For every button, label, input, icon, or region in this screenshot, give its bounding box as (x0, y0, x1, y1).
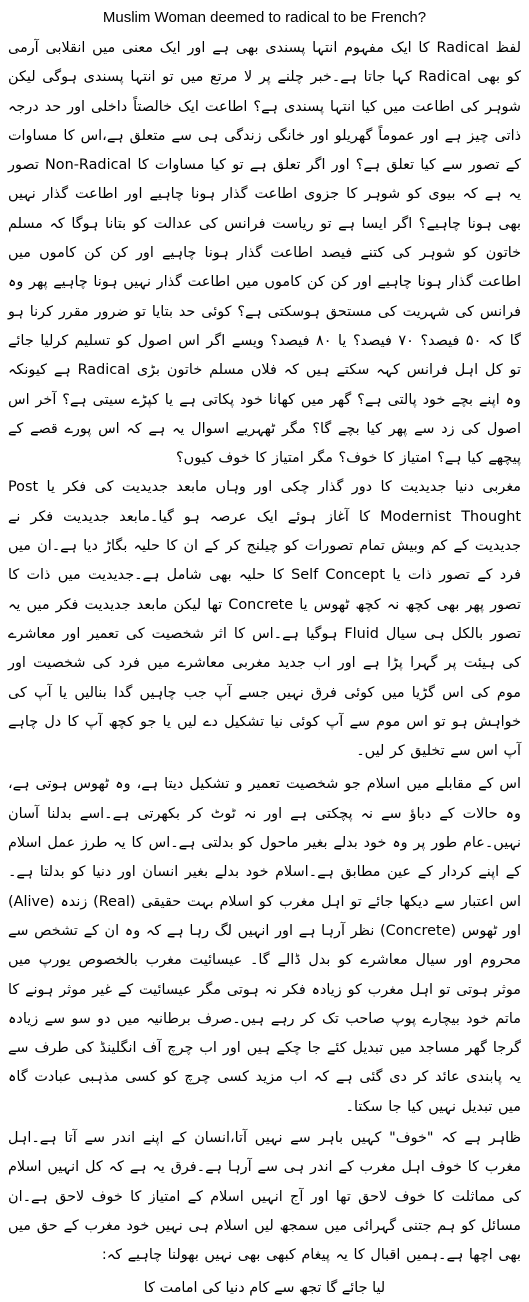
closing-verse: لیا جائے گا تجھ سے کام دنیا کی امامت کا (143, 1280, 386, 1297)
article-title: Muslim Woman deemed to radical to be French? (102, 9, 427, 26)
paragraph-radical-meaning: لفظ Radical کا ایک مفہوم انتہا پسندی بھی ہے اور ایک معنی میں انقلابی آرمی کو بھی Radical کہا جاتا ہے۔خبر چلنے پر لا مرتع میں تو انتہا پسندی ہوگی لیکن شوہر کی اطاعت میں کیا انتہا پسندی ہے؟ اطاعت ایک خالصتاً داخلی اور حد درجہ ذاتی چیز ہے اور عموماً گھریلو اور خانگی زندگی ہی سے متعلق ہے،اس کا مساوات کے تصور سے کیا تعلق ہے؟ اور اگر تعلق ہے تو کیا مساوات کا Non-Radical تصور یہ ہے کہ بیوی کو شوہر کا جزوی اطاعت گذار ہونا چاہیے اور اطاعت گذار نہیں بھی ہونا چاہیے؟ اگر ایسا ہے تو ریاست فرانس کی عدالت کو بتانا ہوگا کہ مسلم خاتون کو شوہر کی کتنے فیصد اطاعت گذار ہونا چاہیے اور کن کن کاموں میں اطاعت گذار ہونا چاہیے اور کن کن کاموں میں اطاعت گذار نہیں ہونا چاہیے پھر وہ فرانس کی شہریت کی مستحق ہوسکتی ہے؟ کوئی حد بتایا تو ضرور مقرر کرنا ہو گا کہ ۵۰ فیصد؟ ۷۰ فیصد؟ یا ۸۰ فیصد؟ ویسے اگر اس اصول کو تسلیم کرلیا جائے تو کل اہل فرانس کہہ سکتے ہیں کہ فلاں مسلم خاتون بڑی Radical ہے کیونکہ وہ اپنے بچے خود پالتی ہے؟ گھر میں کھانا خود پکاتی ہے یا کپڑے سیتی ہے؟ آخر اس اصول کی زد سے پھر کیا بچے گا؟ مگر ٹھہریے اسوال یہ ہے کہ اس پورے قصے کے پیچھے کیا ہے؟ امتیاز کا خوف؟ مگر امتیاز کا خوف کیوں؟ (8, 40, 522, 467)
paragraph-islam-personality: اس کے مقابلے میں اسلام جو شخصیت تعمیر و تشکیل دیتا ہے، وہ ٹھوس ہوتی ہے، وہ حالات کے دباؤ سے نہ پچکتی ہے اور نہ ٹوٹ کر بکھرتی ہے۔اسے بدلنا آسان نہیں۔عام طور پر وہ خود بدلے بغیر ماحول کو بدلتی ہے۔اس کا یہ طرز عمل اسلام کے اپنے کردار کے عین مطابق ہے۔اسلام خود بدلے بغیر انسان اور دنیا کو بدلتا ہے۔اس اعتبار سے دیکھا جائے تو اہل مغرب کو اسلام بہت حقیقی (Real) زندہ (Alive) اور ٹھوس (Concrete) نظر آرہا ہے اور انہیں لگ رہا ہے کہ وہ ان کے تشخص سے محروم اور سیال معاشرے کو بدل ڈالے گا۔ عیسائیت مغرب بالخصوص یورپ میں موثر ہوتی تو اہل مغرب کو زیادہ فکر نہ ہوتی مگر عیسائیت کے غیر موثر ہونے کا ماتم خود بیچارے پوپ صاحب تک کر رہے ہیں۔صرف برطانیہ میں دو سو سے زیادہ گرجا گھر مساجد میں تبدیل کئے جا چکے ہیں اور اب چرچ آف انگلینڈ کی طرف سے یہ پابندی عائد کر دی گئی ہے کہ اب مزید کسی چرچ کو کسی مذہبی عبادت گاہ میں تبدیل نہیں کیا جا سکتا۔ (8, 776, 521, 1115)
paragraph-fear-conclusion: ظاہر ہے کہ "خوف" کہیں باہر سے نہیں آتا،انسان کے اپنے اندر سے آتا ہے۔اہل مغرب کا خوف اہل مغرب کے اندر ہی سے آرہا ہے۔فرق یہ ہے کہ کل انہیں اسلام کی مماثلت کا خوف لاحق تھا اور آج انہیں اسلام کے امتیاز کا خوف لاحق ہے۔ان مسائل کو ہم جتنی گہرائی میں سمجھ لیں اسلام ہی نہیں خود مغرب کے حق میں بھی اچھا ہے۔ہمیں اقبال کا یہ پیغام کبھی بھی نہیں بھولنا چاہیے کہ: (8, 1129, 521, 1264)
paragraph-postmodern-west: مغربی دنیا جدیدیت کا دور گذار چکی اور وہاں مابعد جدیدیت کی فکر یا Post Modernist Thought کا آغاز ہوئے ایک عرصہ ہو گیا۔مابعد جدیدیت فکر نے جدیدیت کے کم وبیش تمام تصورات کو چیلنج کر کے ان کا حلیہ بگاڑ دیا ہے۔ان میں فرد کے تصور ذات یا Self Concept کا حلیہ بھی شامل ہے۔جدیدیت میں ذات کا تصور پھر بھی کچھ نہ کچھ ٹھوس یا Concrete تھا لیکن مابعد جدیدیت فکر میں یہ تصور بالکل ہی سیال Fluid ہوگیا ہے۔اس کا اثر شخصیت کی تعمیر اور معاشرے کی ہیئت پر گہرا پڑا ہے اور اب جدید مغربی معاشرے میں فرد کی شخصیت اور موم کی اس گڑیا میں کوئی فرق نہیں جسے آپ جب چاہیں گدا بنالیں یا آپ کی خواہش ہو تو اس موم سے آپ کوئی نیا تشکیل دے لیں یا جو کچھ آپ کا دل چاہے آپ اس سے تخلیق کر لیں۔ (8, 479, 522, 760)
